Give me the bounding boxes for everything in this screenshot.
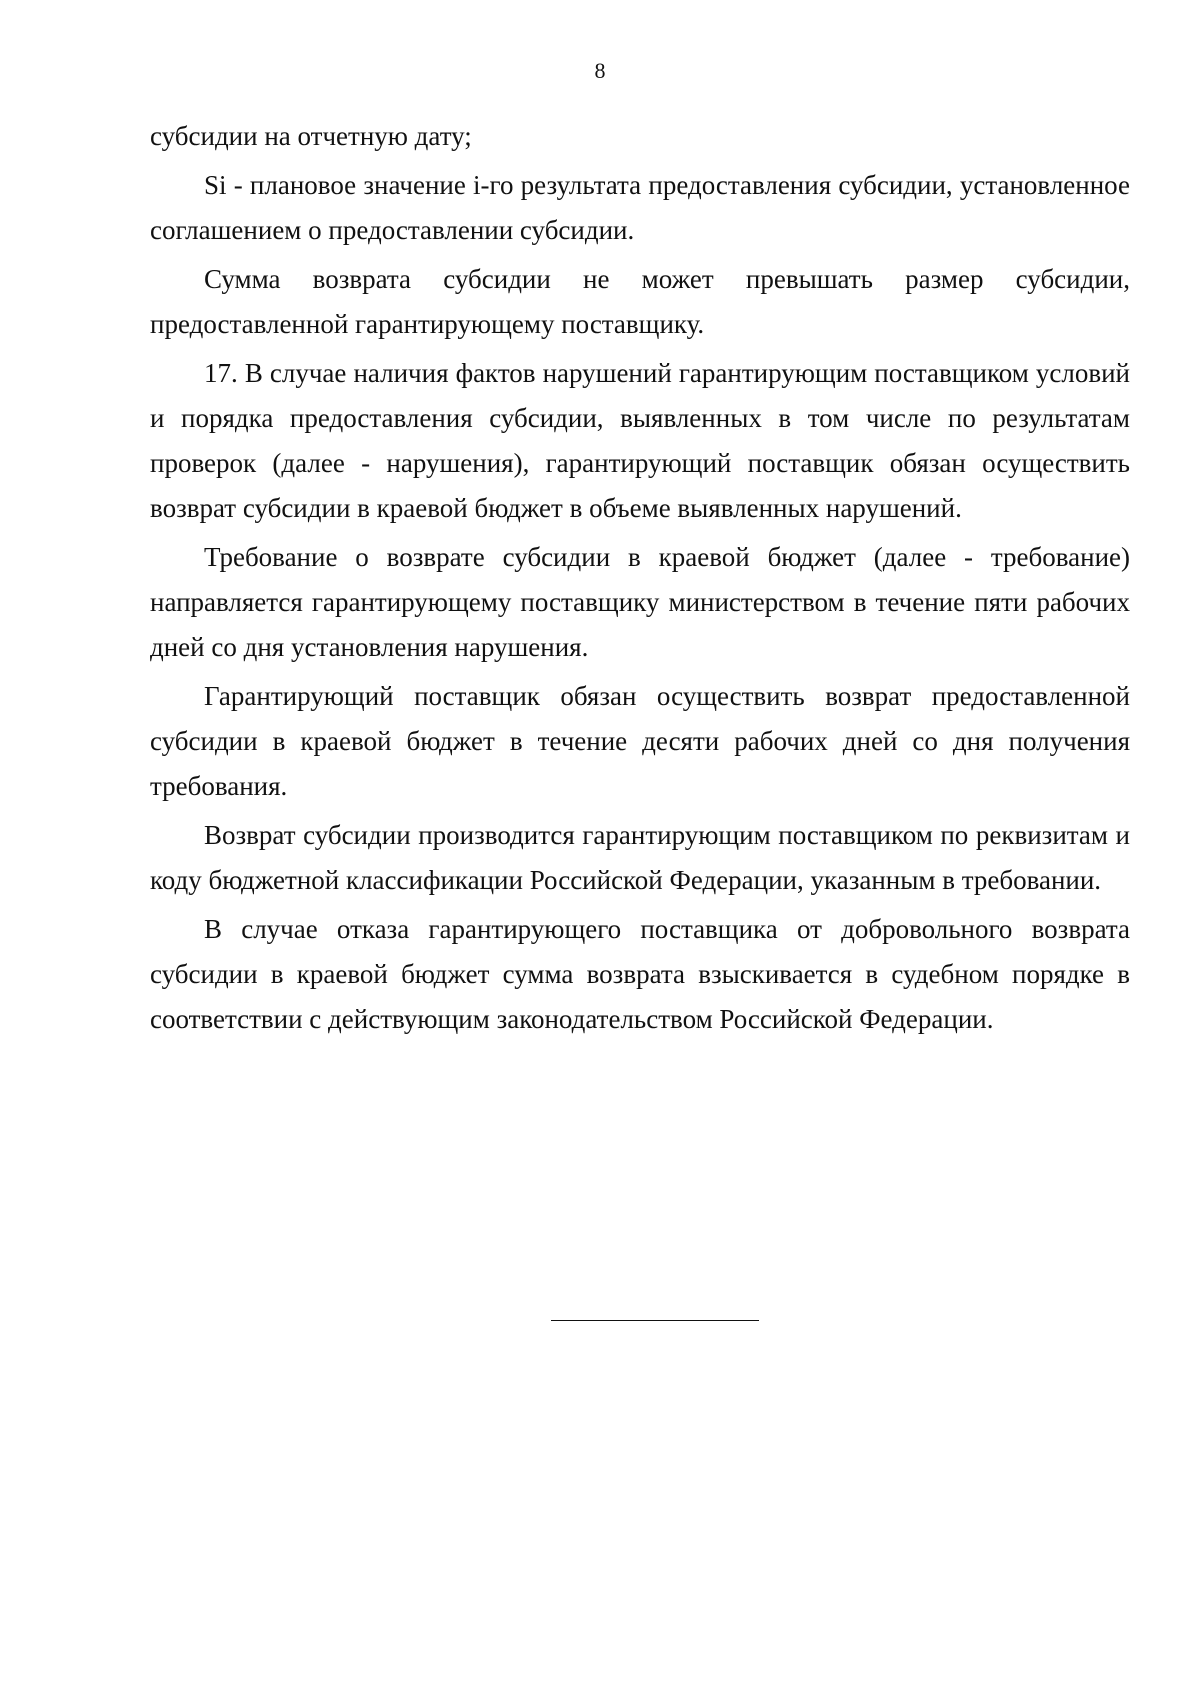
paragraph-continuation: субсидии на отчетную дату; (150, 121, 472, 151)
document-body (150, 114, 1130, 1046)
paragraph-return-deadline: Гарантирующий поставщик обязан осуществить возврат предоставленной субсидии в краевой бюджет в течение десяти рабочих дней со дня получения требования. (150, 681, 1130, 801)
paragraph-return-demand: Требование о возврате субсидии в краевой бюджет (далее - требование) направляется гарантирующему поставщику министерством в течение пяти рабочих дней со дня установления нарушения. (150, 542, 1130, 662)
paragraph-court-recovery: В случае отказа гарантирующего поставщика от добровольного возврата субсидии в краевой бюджет сумма возврата взыскивается в судебном порядке в соответствии с действующим законодательством Российской Федерации. (150, 914, 1130, 1034)
paragraph-return-details: Возврат субсидии производится гарантирующим поставщиком по реквизитам и коду бюджетной классификации Российской Федерации, указанным в требовании. (150, 820, 1130, 895)
paragraph-clause-17: 17. В случае наличия фактов нарушений гарантирующим поставщиком условий и порядка предоставления субсидии, выявленных в том числе по результатам проверок (далее - нарушения), гарантирующий поставщик обязан осуществить возврат субсидии в краевой бюджет в объеме выявленных нарушений. (150, 358, 1130, 523)
page-number: 8 (594, 58, 606, 83)
paragraph-return-limit: Сумма возврата субсидии не может превышать размер субсидии, предоставленной гарантирующему поставщику. (150, 264, 1130, 339)
paragraph-si-definition: Si - плановое значение i-го результата предоставления субсидии, установленное соглашением о предоставлении субсидии. (150, 170, 1130, 245)
end-of-document-rule (551, 1320, 759, 1321)
